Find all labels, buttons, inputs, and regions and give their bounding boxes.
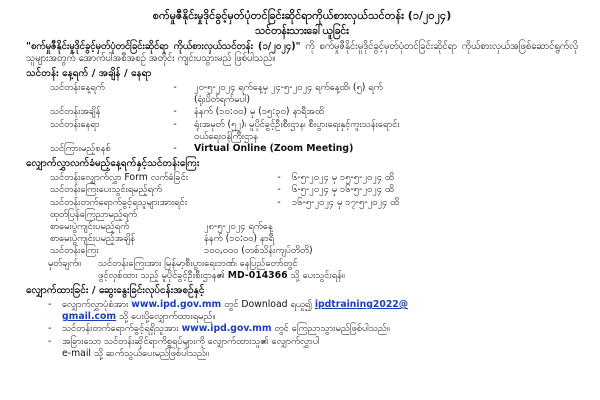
website-link[interactable]: www.ipd.gov.mm (131, 299, 222, 311)
note-label: မှတ်ချက်။ (48, 257, 81, 269)
fee-row (26, 209, 578, 221)
note-account-number: MD-014366 (227, 269, 288, 281)
exam-label: စာမေးပွဲကျင်းပမည့်အချိန် (50, 233, 135, 245)
note-text-line1: သင်တန်းကြေးအား မြန်မာ့စီးပွားရေးဘဏ်၊ နေပြည်တော်တွင် (98, 257, 298, 269)
bullet-text-pre: လျှောက်လွှာပုံစံအား (62, 299, 132, 311)
bullet-text (62, 299, 578, 323)
schedule-value: (ရုံးပိတ်ရက်မပါ) (194, 94, 250, 106)
note-text (98, 258, 578, 282)
fee-label: သင်တန်းတက်ရောက်ခွင့်ရသူများအားရင်း (50, 196, 188, 208)
exam-value: ၂၈-၅-၂၀၂၄ ရက်နေ့ (204, 221, 273, 233)
intro-paragraph (26, 41, 578, 65)
schedule-value: ရုံးအမှတ် (၅၂)၊ မူပိုင်ခွင့်ဦးစီးဌာန၊ စီးပွားရေးနှင့်ကူးသန်းရောင်း (194, 118, 400, 130)
exam-label: သင်တန်းကြေး (50, 245, 99, 257)
schedule-row (26, 82, 578, 94)
section-heading-schedule: သင်တန်း နေ့ရက် / အချိန် / နေရာ (26, 68, 152, 79)
fee-label: သင်တန်းကြေးပေးသွင်းရမည့်ရက် (50, 184, 162, 196)
schedule-label: သင်ကြားမည့်စနစ် (50, 143, 111, 155)
schedule-row (26, 131, 578, 143)
schedule-label (26, 94, 156, 106)
email-link-domain[interactable]: gmail.com (62, 311, 117, 323)
fee-row (26, 172, 578, 184)
bullet-text (62, 336, 578, 360)
schedule-label: သင်တန်းအချိန် (50, 106, 101, 118)
schedule-dash (156, 94, 194, 106)
schedule-dash: - (173, 118, 177, 130)
exam-label: စာမေးပွဲကျင်းပမည့်ရက် (50, 221, 130, 233)
exam-value: ၁၀၀,၀၀၀ (တစ်သိန်းကျပ်တိတိ) (204, 245, 313, 257)
bullet-text-pre: အခြားသော သင်တန်းဆိုင်ရာကိစ္စရပ်များကို လျှောက်ထားသူ၏ လျှောက်လွှာပါ (62, 335, 320, 347)
exam-row (26, 245, 578, 257)
bullet-text (62, 323, 578, 335)
section-heading-application: လျှောက်လွှာလက်ခံမည့်နေ့ရက်နှင့်သင်တန်းကြေး (26, 158, 200, 170)
fee-value: ၆-၅-၂၀၂၄ မှ ၁၆-၅-၂၀၂၄ ထိ (292, 184, 394, 196)
email-link[interactable]: ipdtraining2022@ (314, 299, 409, 311)
section-heading-procedure: လျှောက်ထားခြင်း / ဆွေးနွေးခြင်းလုပ်ငန်းအစဉ်နှင့် (26, 285, 205, 297)
note (26, 258, 578, 282)
schedule-dash: - (173, 82, 177, 93)
schedule-row (26, 94, 578, 106)
bullet-dash: - (48, 299, 52, 311)
schedule-row (26, 106, 578, 118)
fee-label: ထုတ်ပြန်ကြေညာမည့်ရက် (50, 208, 138, 220)
exam-row (26, 221, 578, 233)
fee-value (292, 209, 578, 221)
procedure-list (26, 299, 578, 360)
fee-list (26, 172, 578, 221)
intro-course-name: "စက်မှုဇီနိုင်းမှုဒိုင်ခွင့်မှတ်ပုံတင်ခြင်းဆိုင်ရာ ကိုယ်စားလှယ်သင်တန်း (၁/၂၀၂၄)" (26, 41, 301, 52)
list-item (26, 299, 578, 323)
schedule-dash: - (173, 143, 177, 155)
fee-dash (266, 209, 292, 221)
schedule-dash: - (173, 106, 177, 118)
exam-list (26, 221, 578, 258)
intro-text: ကို စက်မှုဇီနိုင်းမှုဒိုင်ခွင့်မှတ်ပုံတင်ခြင်းဆိုင်ရာ ကိုယ်စားလှယ်အဖြစ်ဆောင်ရွက်လိုသူများအတွက် အောက်ပါအစီအစဉ် အတိုင်း ကျင်းပသွားမည် ဖြစ်ပါသည်။ (26, 41, 578, 64)
fee-row (26, 197, 578, 209)
list-item (26, 336, 578, 360)
schedule-value: Virtual Online (Zoom Meeting) (194, 143, 354, 155)
fee-dash: - (277, 184, 281, 196)
schedule-row (26, 143, 578, 155)
fee-dash: - (277, 196, 281, 208)
fee-row (26, 184, 578, 196)
schedule-value: နံနက် (၁၀:၀၀) မှ (၁၅:၃၀) နာရီအထိ (194, 106, 324, 118)
bullet-text-pre: သင်တန်းတက်ရောက်ခွင့်ရရှိသူအား (62, 323, 182, 335)
bullet-text-post: e-mail သို့ ဆက်သွယ်ပေးမည်ဖြစ်ပါသည်။ (62, 347, 209, 359)
note-text-line2: ဖွင့်လှစ်ထား သည့် မူပိုင်ခွင့်ဦးစီးဌာန၏ (98, 269, 228, 281)
fee-dash: - (277, 172, 281, 184)
website-link[interactable]: www.ipd.gov.mm (181, 323, 272, 335)
document-title: စက်မှုဇီနိုင်းမှုဒိုင်ခွင့်မှတ်ပုံတင်ခြင်းဆိုင်ရာကိုယ်စားလှယ်သင်တန်း (၁/၂၀၂၄) (152, 9, 452, 22)
fee-label: သင်တန်းလျှောက်လွှာ Form လက်ခံခြင်း (50, 172, 189, 184)
exam-row (26, 233, 578, 245)
bullet-text-mid: တွင် Download ရယူ၍ (221, 299, 315, 311)
schedule-value: ဝယ်ရေးဝန်ကြီးဌာန (194, 130, 258, 142)
schedule-value: ၂၀-၅-၂၀၂၄ ရက်နေ့မှ ၂၄-၅-၂၀၂၄ ရက်နေ့ထိ၊ (၅) ရက် (194, 82, 383, 93)
bullet-dash: - (48, 335, 52, 347)
document-subtitle: သင်တန်းသားခေါ်ယူခြင်း (255, 25, 349, 37)
bullet-dash: - (48, 323, 52, 335)
exam-value: နံနက် (၁၀:၀၀) နာရီ (204, 233, 274, 245)
fee-value: ၁၆-၅-၂၀၂၄ မှ ၁၇-၅-၂၀၂၄ ထိ (292, 196, 400, 208)
schedule-dash (156, 131, 194, 143)
list-item (26, 323, 578, 335)
schedule-label: သင်တန်းနေရာ (50, 118, 100, 130)
fee-value: ၆-၅-၂၀၂၄ မှ ၁၅-၅-၂၀၂၄ ထိ (292, 172, 394, 184)
schedule-label (26, 131, 156, 143)
note-text-line3: သို့ ပေးသွင်းရန်။ (287, 269, 345, 281)
bullet-text-post: သို့ ပေးပို့လျှောက်ထားရမည်။ (116, 311, 216, 323)
schedule-row (26, 119, 578, 131)
schedule-label: သင်တန်းနေ့ရက် (50, 82, 105, 93)
bullet-text-post: တွင် ကြေညာသွားမည်ဖြစ်ပါသည်။ (271, 323, 390, 335)
schedule-list (26, 82, 578, 155)
